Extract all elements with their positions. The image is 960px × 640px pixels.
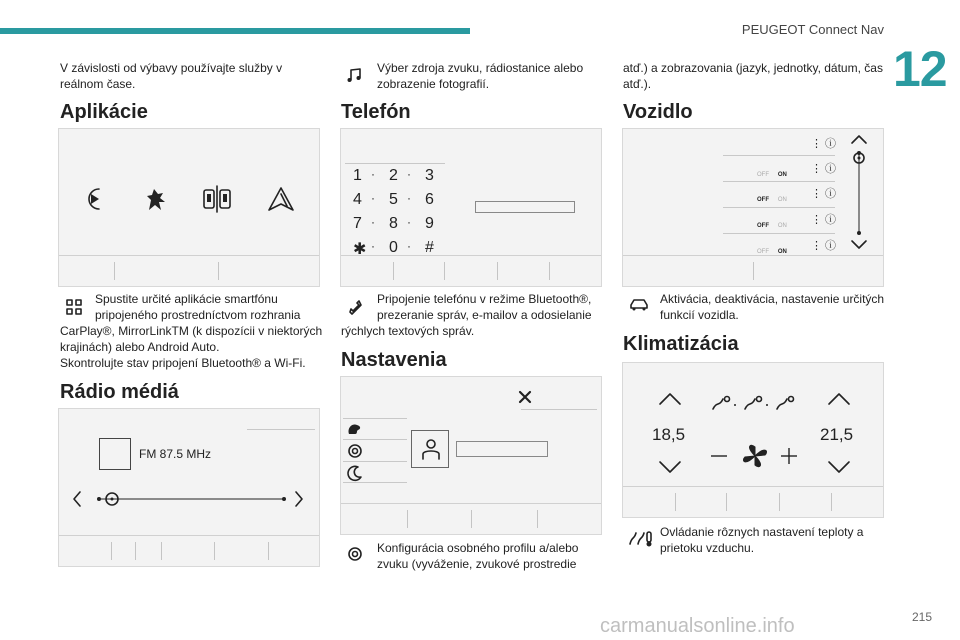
vehicle-row-5: ⋮ ⓘ	[811, 240, 837, 252]
station-logo-box	[99, 438, 131, 470]
phone-bottom-bar	[341, 255, 601, 286]
settings-bottom-bar	[341, 503, 601, 534]
fan-speed-control[interactable]	[709, 443, 801, 471]
vehicle-heading: Vozidlo	[623, 101, 693, 123]
toggle-1[interactable]: OFF ON	[757, 172, 787, 178]
keypad-key[interactable]: 8	[389, 215, 398, 232]
header-bar	[0, 28, 470, 34]
air-distribution-icons[interactable]	[711, 395, 801, 411]
watermark: carmanualsonline.info	[600, 615, 795, 637]
phone-heading: Telefón	[341, 101, 411, 123]
keypad-separator: ·	[371, 239, 375, 253]
phone-screen	[340, 128, 602, 287]
carplay-icon	[83, 186, 105, 212]
page-number: 215	[911, 610, 932, 624]
climate-icon	[628, 530, 654, 548]
keypad-separator: ·	[407, 239, 411, 253]
temp-left: 18,5	[652, 425, 686, 444]
vehicle-row-1: ⋮ ⓘ	[811, 138, 837, 150]
temp-right-down-icon[interactable]	[828, 461, 850, 473]
music-note-icon	[346, 67, 362, 83]
climate-desc: Ovládanie rôznych nastavení teploty a prietoku vzduchu.	[660, 525, 864, 555]
settings-heading: Nastavenia	[341, 349, 447, 371]
vehicle-row-3: ⋮ ⓘ	[811, 188, 837, 200]
temp-left-down-icon[interactable]	[659, 461, 681, 473]
phone-desc-b: rýchlych textových správ.	[341, 324, 475, 338]
apps-heading: Aplikácie	[60, 101, 148, 123]
temp-right-up-icon[interactable]	[828, 393, 850, 405]
settings-desc: Konfigurácia osobného profilu a/alebo zvuku (vyváženie, zvukové prostredie	[377, 541, 579, 571]
mirrorlink-icon	[202, 185, 236, 211]
keypad-key[interactable]: 2	[389, 167, 398, 184]
settings-desc-cont: atď.) a zobrazovania (jazyk, jednotky, dátum, čas atď.).	[623, 61, 883, 91]
settings-gear-icon	[347, 546, 363, 562]
temp-right: 21,5	[820, 425, 854, 444]
palette-icon[interactable]	[347, 422, 363, 436]
keypad-separator: ·	[371, 191, 375, 205]
phone-handset-icon	[347, 299, 363, 315]
keypad-key[interactable]: 7	[353, 215, 362, 232]
phone-number-field[interactable]	[475, 201, 575, 213]
keypad-key[interactable]: #	[425, 239, 434, 256]
user-profile-icon	[421, 438, 441, 460]
intro-text: V závislosti od výbavy používajte služby v reálnom čase.	[60, 61, 283, 91]
toggle-2[interactable]: OFF ON	[757, 197, 787, 203]
keypad-key[interactable]: 1	[353, 167, 362, 184]
night-mode-icon[interactable]	[347, 465, 363, 481]
keypad-separator: ·	[371, 215, 375, 229]
keypad-key[interactable]: 0	[389, 239, 398, 256]
keypad-separator: ·	[407, 167, 411, 181]
climate-bottom-bar	[623, 486, 883, 517]
keypad-separator: ·	[407, 191, 411, 205]
vehicle-row-2: ⋮ ⓘ	[811, 163, 837, 175]
keypad-key[interactable]: 5	[389, 191, 398, 208]
apps-desc-a: Spustite určité aplikácie smartfónu pripojeného prostredníctvom rozhrania	[95, 292, 301, 322]
vehicle-desc: Aktivácia, deaktivácia, nastavenie určitých funkcií vozidla.	[660, 292, 885, 322]
vehicle-scroll-slider[interactable]	[849, 133, 869, 253]
keypad-key[interactable]: 9	[425, 215, 434, 232]
radio-frequency-slider[interactable]	[69, 489, 309, 509]
close-icon[interactable]	[519, 391, 531, 403]
apps-screen	[58, 128, 320, 287]
profile-name-field[interactable]	[456, 441, 548, 457]
toggle-3[interactable]: OFF ON	[757, 223, 787, 229]
keypad-key[interactable]: ✱	[353, 241, 367, 258]
radio-station: FM 87.5 MHz	[139, 447, 212, 461]
apps-bottom-bar	[59, 255, 319, 286]
car-icon	[629, 297, 649, 313]
climate-screen	[622, 362, 884, 518]
vehicle-row-4: ⋮ ⓘ	[811, 214, 837, 226]
keypad-key[interactable]: 3	[425, 167, 434, 184]
vehicle-screen	[622, 128, 884, 287]
toggle-4[interactable]: OFF ON	[757, 249, 787, 255]
vehicle-bottom-bar	[623, 255, 883, 286]
profile-button[interactable]	[411, 430, 449, 468]
climate-heading: Klimatizácia	[623, 333, 739, 355]
temp-left-up-icon[interactable]	[659, 393, 681, 405]
settings-gear-icon[interactable]	[347, 443, 363, 459]
apps-desc-b: CarPlay®, MirrorLinkTM (k dispozícii v niektorých krajinách) alebo Android Auto. Skontrolujte stav pripojení Bluetooth® a Wi-Fi.	[60, 324, 323, 370]
apps-grid-icon	[66, 299, 82, 315]
android-auto-icon	[267, 186, 295, 212]
peugeot-lion-icon	[143, 186, 169, 212]
keypad-key[interactable]: 6	[425, 191, 434, 208]
radio-heading: Rádio médiá	[60, 381, 179, 403]
media-desc: Výber zdroja zvuku, rádiostanice alebo zobrazenie fotografií.	[377, 61, 584, 91]
settings-screen	[340, 376, 602, 535]
radio-bottom-bar	[59, 535, 319, 566]
phone-desc-a: Pripojenie telefónu v režime Bluetooth®, prezeranie správ, e-mailov a odosielanie	[377, 292, 592, 322]
keypad-key[interactable]: 4	[353, 191, 362, 208]
keypad-separator: ·	[371, 167, 375, 181]
header-title: PEUGEOT Connect Nav	[741, 22, 884, 37]
chapter-number: 12	[893, 41, 947, 97]
keypad-separator: ·	[407, 215, 411, 229]
radio-screen	[58, 408, 320, 567]
